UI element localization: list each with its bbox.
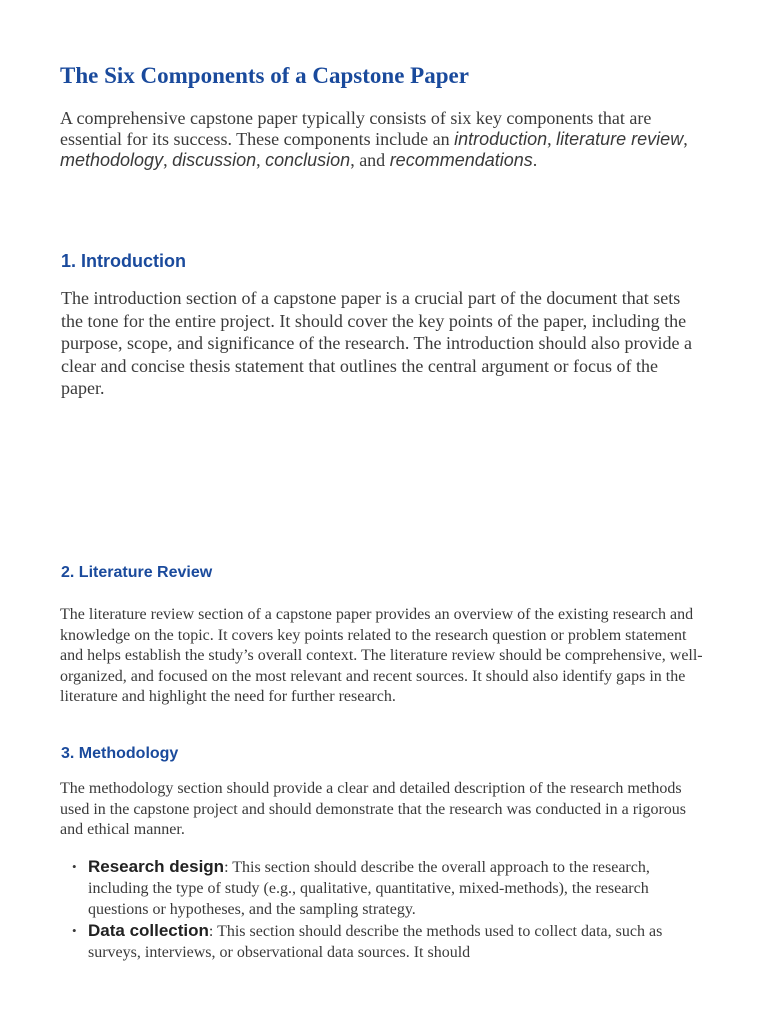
bullet-icon: • <box>72 923 77 938</box>
intro-end: . <box>532 150 538 170</box>
intro-sep-4: , <box>256 150 266 170</box>
component-recommendations: recommendations <box>389 150 533 170</box>
component-discussion: discussion <box>172 150 257 170</box>
bullet-term: Research design <box>88 857 225 876</box>
bullet-text: : This section should describe the methods used to collect data, such as surveys, interviews, or observational data sources. It should <box>88 923 663 961</box>
bullet-icon: • <box>72 859 77 874</box>
component-literature-review: literature review <box>556 129 684 149</box>
list-item <box>72 856 702 920</box>
introduction-paragraph: The introduction section of a capstone paper is a crucial part of the document that sets the tone for the entire project. It should cover the key points of the paper, including the purpose, scope, and significance of the research. The introduction should also provide a clear and concise thesis statement that outlines the central argument or focus of the paper. <box>61 288 692 398</box>
methodology-paragraph: The methodology section should provide a clear and detailed description of the research methods used in the capstone project and should demonstrate that the research was conducted in a rigorous and ethical manner. <box>60 780 687 839</box>
intro-sep-1: , <box>547 129 557 149</box>
component-introduction: introduction <box>454 129 548 149</box>
component-methodology: methodology <box>60 150 164 170</box>
bullet-text: : This section should describe the overall approach to the research, including the type of study (e.g., qualitative, quantitative, mixed-methods), the research questions or hypotheses, and the sampling strategy. <box>88 859 650 918</box>
heading-methodology: 3. Methodology <box>61 745 179 762</box>
list-item <box>72 920 702 963</box>
heading-introduction: 1. Introduction <box>61 251 186 271</box>
intro-paragraph <box>60 108 700 171</box>
literature-review-paragraph: The literature review section of a capstone paper provides an overview of the existing research and knowledge on the topic. It covers key points related to the research question or problem statement and helps establish the study’s overall context. The literature review should be comprehensive, well-organized, and focused on the most relevant and recent sources. It should also identify gaps in the literature and highlight the need for further research. <box>60 606 703 706</box>
page-title: The Six Components of a Capstone Paper <box>60 63 469 88</box>
component-conclusion: conclusion <box>265 150 351 170</box>
bullet-term: Data collection <box>88 921 209 940</box>
intro-sep-2: , <box>683 129 688 149</box>
intro-sep-5: , and <box>350 150 390 170</box>
intro-sep-3: , <box>163 150 173 170</box>
heading-literature-review: 2. Literature Review <box>61 564 213 581</box>
methodology-bullet-list <box>72 856 702 963</box>
intro-lead: A comprehensive capstone paper typically consists of six key components that are essential for its success. These components include an <box>60 108 652 149</box>
